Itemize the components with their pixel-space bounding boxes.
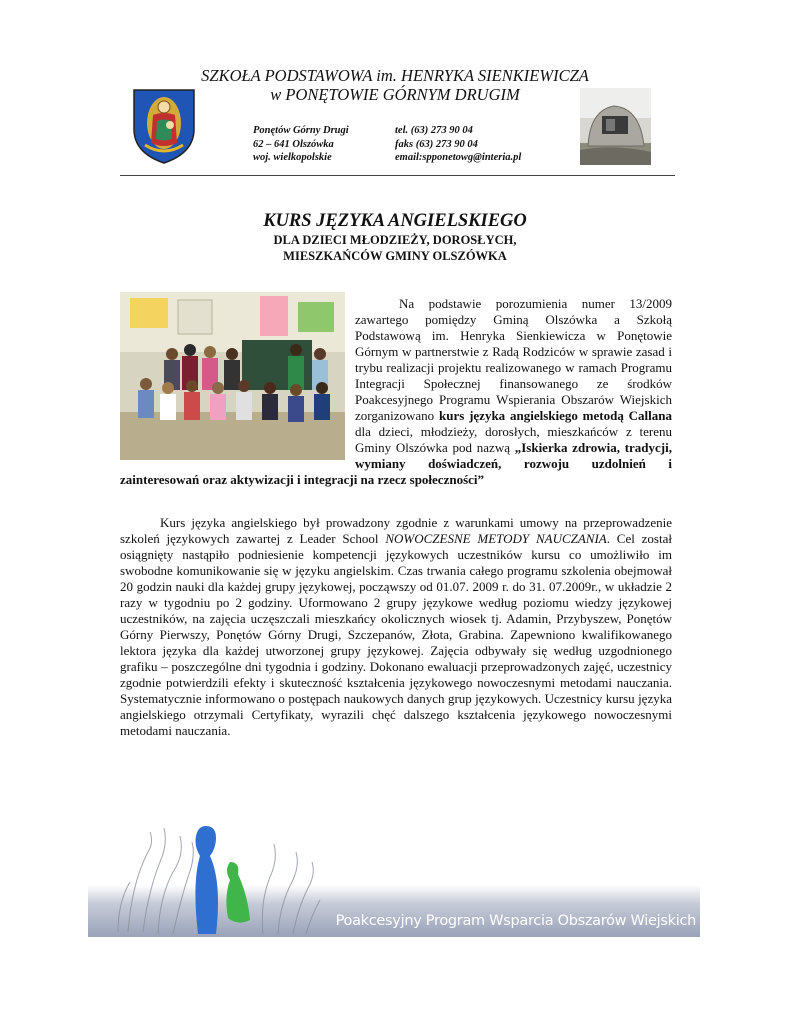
school-contact [395, 124, 521, 165]
description-text-rest: . Cel został osiągnięty nastąpiło podniesienie kompetencji językowych uczestników kursu co umożliwiło im swobodne komunikowanie się w języku angielskim. Czas trwania całego programu szkolenia obejmował 20 godzin nauki dla każdej grupy językowej, począwszy od 01.07. 2009 r. do 31. 07.2009r., w układzie 2 razy w tygodniu po 2 godziny. Uformowano 2 grupy językowe według poziomu wiedzy językowej uczestników, na zajęcia uczęszczali mieszkańcy okolicznych wiosek tj. Adamin, Przybyszew, Ponętów Górny Pierwszy, Ponętów Górny Drugi, Szczepanów, Złota, Grabina. Zapewniono kwalifikowanego lektora języka dla każdej utworzonej grupy językowej. Zajęcia odbywały się według uzgodnionego grafiku – poszczególne dni tygodnia i godziny. Dokonano ewaluacji przeprowadzonych zajęć, uczestnicy zgodnie potwierdzili efekty i skuteczność kształcenia językowego nowoczesnymi metodami nauczania. Systematycznie informowano o postępach naukowych danych grup językowych. Uczestnicy kursu języka angielskiego otrzymali Certyfikaty, wyrazili chęć dalszego kształcenia językowego nowoczesnymi metodami nauczania. [120, 531, 672, 738]
intro-paragraph [120, 296, 672, 488]
intro-text-mid: dla dzieci, młodzieży, dorosłych, mieszkańców z terenu Gminy Olszówka pod nazwą [355, 424, 672, 455]
memorial-stone-photo [580, 88, 651, 165]
photo-wrap-space [120, 296, 355, 466]
course-method: kurs języka angielskiego metodą Callana [438, 408, 672, 423]
program-logo-figures [88, 822, 328, 937]
header-divider [120, 175, 675, 176]
description-text-start: Kurs języka angielskiego był prowadzony zgodnie z warunkami umowy na przeprowadzenie szkoleń językowych zawartej z Leader School [120, 515, 672, 546]
address-line: woj. wielkopolskie [253, 152, 332, 163]
title-subtitle-line2: MIESZKAŃCÓW GMINY OLSZÓWKA [283, 249, 507, 263]
school-name-line1: SZKOŁA PODSTAWOWA im. HENRYKA SIENKIEWICZA [201, 66, 589, 85]
address-line: 62 – 641 Olszówka [253, 138, 334, 150]
program-name-text: Poakcesyjny Program Wsparcia Obszarów Wiejskich [335, 913, 696, 929]
title-main: KURS JĘZYKA ANGIELSKIEGO [263, 211, 527, 231]
email-address: email:spponetowg@interia.pl [395, 152, 522, 163]
document-title [120, 210, 670, 264]
phone-number: tel. (63) 273 90 04 [395, 125, 473, 136]
school-crest-logo [131, 87, 197, 165]
project-name: „Iskierka zdrowia, tradycji, wymiany doświadczeń, rozwoju uzdolnień i zainteresowań oraz aktywizacji i integracji na rzecz społeczności” [120, 440, 672, 487]
school-program-name: NOWOCZESNE METODY NAUCZANIA [385, 531, 607, 546]
school-name-line2: w PONĘTOWIE GÓRNYM DRUGIM [270, 85, 520, 104]
intro-text: Na podstawie porozumienia numer 13/2009 zawartego pomiędzy Gminą Olszówka a Szkołą Podstawową im. Henryka Sienkiewicza w Ponętowie Górnym w partnerstwie z Radą Rodziców w sprawie zasad i trybu realizacji projektu realizowanego w ramach Programu Integracji Społecznej finansowanego ze środków Poakcesyjnego Programu Wspierania Obszarów Wiejskich zorganizowano [355, 296, 672, 423]
title-subtitle-line1: DLA DZIECI MŁODZIEŻY, DOROSŁYCH, [273, 233, 517, 247]
program-footer-banner [88, 822, 700, 937]
course-description-paragraph [120, 515, 672, 739]
address-line: Ponętów Górny Drugi [253, 125, 349, 136]
school-address [253, 124, 349, 165]
fax-number: faks (63) 273 90 04 [395, 138, 478, 150]
